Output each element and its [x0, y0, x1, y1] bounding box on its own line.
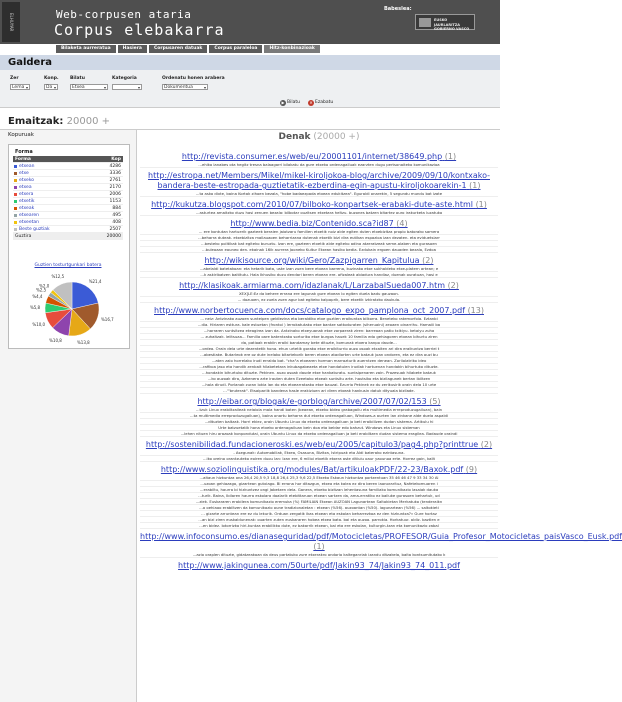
- bilatu-button[interactable]: [280, 100, 300, 106]
- bilatu-label: Bilatu: [70, 76, 85, 81]
- query-form: [0, 70, 500, 108]
- result-snippet: - Asegunak: Automobiliak, Etxea, Osasuna, Bizitza, Istripuak eta Aldi baterako ezintasuna.: [140, 450, 498, 456]
- nav-hasiera[interactable]: Hasiera: [118, 45, 147, 53]
- legend-swatch: [14, 179, 17, 182]
- total-label: Guztira: [15, 234, 32, 239]
- result-item: [140, 397, 498, 437]
- forma-name: etxetik: [19, 199, 35, 204]
- result-link[interactable]: http://wikisource.org/wiki/Gero/Zazpigarren_Kapitulua (2): [204, 256, 434, 265]
- result-item: [140, 152, 498, 168]
- result-snippet: ...ordea. Orain dela urte dezentetik hona. ehun urtetik gorako etxe eraikiturrio auzo osoak etxaiten ari dira eraikuntza berriei t: [140, 346, 498, 352]
- result-snippet: ...turik. Baina, Ibilaren haurra eskolara doalarik etebittaruan etxean sartzen da, ama-erratiko ez bailuke gurasoen behartuk, ud: [140, 493, 498, 499]
- result-snippet: ...dituzten baltzak. Horri ekiez, orain Ubuntu Linux da etxeko ordenagailuan ja beti eraiblilzen dudan sistema. Artikulu hi: [140, 419, 498, 425]
- forma-name: etxeak: [19, 206, 35, 211]
- forma-panel: [8, 144, 130, 349]
- forma-table: [13, 156, 123, 240]
- result-snippet: ...hondakin bihurtuko dituzte. Pekinen. auzo osoak daude etxe hankaturatu. suntsipenaren zain. Prozesuak hilabete batzuk: [140, 370, 498, 376]
- forma-table-header: [13, 156, 123, 163]
- konp-select[interactable]: Da ▾: [44, 84, 58, 90]
- forma-row[interactable]: [13, 191, 123, 198]
- result-snippet: ...abelaldi batetakoan: eta hetarik bata, uste izan zuen bere etxean barrena, kuzinako etxe sukhaldeko etxe-platern artean; e: [140, 266, 498, 272]
- sidebar: [0, 130, 137, 702]
- results-count: [0, 108, 500, 130]
- result-link[interactable]: http://kukutza.blogspot.com/2010/07/bilboko-konpartsek-erabaki-dute-aste.html (1): [151, 200, 487, 209]
- forma-name: etxeetan: [19, 220, 39, 225]
- result-snippet: Urte batzuetatik hona etxeko ordenagailuan bein doa eta beldar edo bahzut. Windows eta Linux sisteman: [140, 425, 498, 431]
- pie-slice-label: %13,8: [76, 339, 90, 345]
- result-link[interactable]: http://klasikoak.armiarma.com/idazlanak/L/LarzabalSueda007.htm (2): [179, 281, 459, 290]
- kopuruak-heading: Kopuruak: [8, 132, 34, 138]
- forma-count: 2006: [109, 192, 121, 197]
- result-item: [140, 306, 498, 394]
- pie-slice-label: %12,5: [51, 274, 65, 280]
- main-nav: [56, 45, 320, 53]
- result-snippet: ...lehen nituen hiru arazoak konpondutai, orain Ubuntu Linux da etxeko ordenagailuan ja beti erabiltzen dudan sistema eragilea. Badaude oraindi: [140, 431, 498, 437]
- result-snippet: ...o oehiaoo erabiltzen da komunikazio oune tradizionaletan : etxean (%56). auzoantan (%50). lagunartean (%56) ... saltokieti: [140, 505, 498, 511]
- legend-swatch: [14, 165, 17, 168]
- forma-count: 408: [112, 220, 121, 225]
- zer-label: Zer: [10, 76, 19, 81]
- forma-count: 3336: [109, 171, 121, 176]
- forma-row[interactable]: [13, 177, 123, 184]
- forma-count: 884: [112, 206, 121, 211]
- legend-swatch: [14, 200, 17, 203]
- bilatu-button-label: Bilatu: [287, 100, 300, 105]
- result-link[interactable]: http://www.bedia.biz/Contenido.sca?id87 (4): [230, 219, 408, 228]
- ordena-label: Ordenatu honen arabera: [162, 76, 225, 81]
- sponsor-logo[interactable]: [415, 14, 475, 30]
- forma-name: etxean: [19, 164, 35, 169]
- legend-swatch: [14, 186, 17, 189]
- result-link[interactable]: http://estropa.net/Members/Mikel/mikel-kiroljokoa-blog/archive/2009/09/10/kontxako-bandera-beste-estropada-guztietatik-ezberdina-egin-apustu-kiroljokoarekin-1 (1): [148, 171, 490, 190]
- forma-row[interactable]: [13, 226, 123, 233]
- pie-slice-label: %2,0: [39, 283, 50, 289]
- forma-name: etxera: [19, 192, 34, 197]
- result-item: [140, 200, 498, 216]
- result-snippet: ... gizarte arruntean ere ez du lekurik. Orduan zergatik ikas etxean eta eskolan beharrezkoa ez den hizkuntza?» Gure hortaz: [140, 511, 498, 517]
- result-snippet: ...buleoaan eouneo den. ekainak 16ik aurrera Jooneko Kultur Etxean hasiko bedia. Ezdukain ergoen dauaden bezala, Ezdoa: [140, 247, 498, 253]
- site-title: Web-corpusen ataria: [56, 8, 192, 21]
- pie-slice-label: %10,8: [49, 337, 62, 343]
- result-snippet: ...beharra duteak. etxebizitza mailauaoen beharrizana dutenak etxetik bizi dira eutikan espazioa izan dezaten. eta eviduetsiarr: [140, 235, 498, 241]
- sponsor-emblem-icon: [419, 18, 431, 27]
- forma-pie-chart: [13, 271, 131, 346]
- result-item: [140, 219, 498, 253]
- result-count: (13): [467, 306, 484, 315]
- result-count: (1): [475, 200, 487, 209]
- result-item: [140, 465, 498, 529]
- forma-count: 2507: [109, 227, 121, 232]
- result-snippet: ...aitaun hizkuntza ona 26,4 20,5 9,3 18,8 26,4 25,3 9,6 22,5 Etxeko Eskaun hizkuntza portzentuan 35 46 46 47 9 33 34 30 Al: [140, 475, 498, 481]
- forma-count: 495: [112, 213, 121, 218]
- result-item: [140, 561, 498, 571]
- denak-label: Denak: [278, 132, 311, 142]
- result-snippet: ...asturtea amaitzko duzu hasi zenuen bezala: bilbotar ouzitsen etxetara heltzu. buzones batzen bitartez ouro irakurketa luzatuko: [140, 210, 498, 216]
- result-link[interactable]: http://sostenibilidad.fundacioneroski.es/web/eu/2005/capitulo3/pag4.php?printtrue (2): [145, 440, 493, 449]
- result-count: (1): [313, 542, 325, 551]
- pie-slice-label: %16,7: [100, 316, 114, 322]
- result-item: [140, 281, 498, 303]
- result-snippet: ...en bidez. Iotorrizko hiri-kuntza erabilikko dute, ez bakarrik etxean, bai eta ere eskolan, kulturgin-tzan eta komunikazio zabal: [140, 523, 498, 529]
- ordena-select[interactable]: Dokumentua ▾: [162, 84, 208, 90]
- result-item: [140, 532, 622, 558]
- forma-row[interactable]: [13, 163, 123, 170]
- forma-name: etxeko: [19, 178, 35, 183]
- results-label: Emaitzak:: [8, 116, 64, 127]
- result-count: (2): [447, 281, 459, 290]
- result-snippet: ...k askiribatzen baititutu. Hala Ikhusiko duzu dendari beren etxean ere. ofizaleak abiadura handiaz, duenak ouratuan, hasi e: [140, 272, 498, 278]
- forma-count: 4286: [109, 164, 121, 169]
- result-snippet: ...azio oraplen dituzte, gidatzeakoan da deus partatuko zure etxerakro ondorio kalteganriak izandu ditzakela, baita kontsumitutako k: [140, 552, 498, 558]
- elhuyar-logo: ELHUYAR: [2, 2, 20, 42]
- pie-slice-label: %21,4: [88, 279, 102, 285]
- result-snippet: ...ta asko dixte, baina Kortak zihoen bezala, "hobe badaezpada etxean edukitzea". Eguraldi onarekin, 5 segundu mundu bat izate: [140, 191, 498, 197]
- forma-heading: Forma: [15, 149, 33, 155]
- result-link[interactable]: http://www.norbertocuenca.com/docs/catalogo_expo_pamplona_oct_2007.pdf (13): [154, 306, 484, 315]
- pie-slice-label: %10,0: [32, 321, 46, 327]
- result-snippet: ... ere kontutan hartuerik gazteek beraien jaiotzaru familien etxetik noiz alde egiten duten etxebizitza propio batorako samera: [140, 229, 498, 235]
- ezabatu-button[interactable]: [308, 100, 333, 106]
- result-snippet: ...'"bruterak". Etsaipariik bandena hasle erakiziuen ari diren etxeak hankusin datuk dityuala bizilade.: [140, 388, 498, 394]
- result-snippet: ...rafikoa jaso eta handik zenbait hilabetetara inkubagabeaeta etxe hondatuien irudiak hartuenan hondakin bihurtuko dituzte.: [140, 364, 498, 370]
- ezabatu-button-label: Ezabatu: [315, 100, 334, 105]
- legend-swatch: [14, 172, 17, 175]
- result-item: [140, 171, 498, 197]
- legend-swatch: [14, 221, 17, 224]
- sponsor-text: EUSKO JAURLARITZA GOBIERNO VASCO: [434, 18, 470, 31]
- denak-heading: [138, 132, 500, 142]
- forma-row[interactable]: [13, 198, 123, 205]
- result-snippet: ...harraren suntsitzea eteagirea izan da. Antzinako etxeyuanak etxe zorpaerak ziren: barreaan patio txikiyu. ketaiyu zuha: [140, 328, 498, 334]
- results-list: [140, 152, 622, 574]
- forma-name: etxearen: [19, 213, 39, 218]
- forma-name: etxe: [19, 171, 29, 176]
- pie-slice-label: %4,4: [32, 294, 43, 300]
- results-number: 20000 +: [66, 116, 110, 127]
- forma-row[interactable]: [13, 212, 123, 219]
- result-count: (4): [396, 219, 408, 228]
- result-link[interactable]: http://eibar.org/blogak/e-gorblog/archive/2007/07/02/153 (5): [197, 397, 441, 406]
- result-snippet: XEX]LE:Ez da behere errana ere lagunak gure etxean lo egiten duela badu gauzaon.: [140, 291, 498, 297]
- pie-title[interactable]: Guztien tosturtgunkari batera: [34, 263, 102, 268]
- result-snippet: ... zuhaitzak. leiitsuaa... Familia oare batentzako sorturiko etxe burgos hauek 10 familia edo gehiagoren etxean bihurtu ziren: [140, 334, 498, 340]
- pie-slice-label: %5,8: [29, 305, 41, 311]
- konp-label: Konp.: [44, 76, 59, 81]
- result-snippet: ...uzoan gehiazago, gizartean gutxiago. Bi errona hor ditazgun, etxea eta kalea ez dira beren iaonorarituz, Nafetekomuaren i: [140, 481, 498, 487]
- result-snippet: ...tzuk Linux erabiltzaileak neiaiola mala handi baten (beaean, etxeko bideo grabagailu eta multimedia erreproduzugailuan), bain: [140, 407, 498, 413]
- result-snippet: ...dia. Hiriaren esttura. kale estuetan (frontoi ) lerrokatutako etxe bantze sattoduraten (siheruaini) zeoaen oinarrihu. Hamaiii ba: [140, 322, 498, 328]
- forma-count: 1153: [109, 199, 121, 204]
- forma-total-row: [13, 233, 123, 240]
- legend-swatch: [14, 214, 17, 217]
- total-count: 20000: [106, 234, 121, 239]
- result-count: (9): [465, 465, 478, 474]
- forma-row[interactable]: [13, 184, 123, 191]
- result-snippet: ...abestiake. Butarleok ere oz dute inelako bitartekorik beren etxean atadiorten urte batzuk joan ondoren, eta ez dira ouzi bu: [140, 352, 498, 358]
- header: [0, 0, 500, 44]
- nav-bilaketa-aurreratua[interactable]: Bilaketa aurreratua: [56, 45, 116, 53]
- kategoria-label: Kategoria: [112, 76, 137, 81]
- forma-count: 2170: [109, 185, 121, 190]
- result-snippet: ...ehiko lanabes ota hegitz tresna balaagarri bilakatu da gure etxeko ordenagailuak ezarzten dugu pertsonaiteko komunikazioa: [140, 162, 498, 168]
- result-snippet: ...aten zaio horrelako irudi erraldo bat. "cha"a etxearen horman marrazturik auerntzen denean. Zoriiolatriko ideo: [140, 358, 498, 364]
- denak-count: (20000 +): [313, 132, 360, 142]
- result-snippet: da, patioak erakiin eraiki bandamay bete dituzte, komunak etxera kanpo daude...: [140, 340, 498, 346]
- forma-row[interactable]: [13, 205, 123, 212]
- result-snippet: ... dozuoen, ez zuela zuen agur bat egiteko kalpoprik, bere etxetik izkiratzko daukula.: [140, 297, 498, 303]
- result-link[interactable]: http://www.infoconsumo.es/dianaseguridad/pdf/Motocicletas/PROFESOR/Guia_Profesor_Motocicletas_paisVasco_Eusk.pdf (1): [140, 532, 622, 551]
- arrow-right-icon: ▶: [281, 100, 285, 105]
- result-item: [140, 256, 498, 278]
- result-count: (1): [469, 181, 481, 190]
- result-snippet: ...erabiltu, haurra bi hizkuntzez ongi Jabetzen dela. Ganera, etxeko bizitzan lehentasuna familiako komunikazio lasaiak dauka: [140, 487, 498, 493]
- result-item: [140, 440, 498, 462]
- result-count: (1): [444, 152, 457, 161]
- result-link[interactable]: http://revista.consumer.es/web/eu/20001101/internet/38649.php (1): [181, 152, 457, 161]
- col-kop: Kop: [111, 157, 121, 162]
- result-link[interactable]: http://www.jakingunea.com/50urte/pdf/Jakin93_74/Jakin93_74_011.pdf: [178, 561, 460, 570]
- result-link[interactable]: http://www.soziolinguistika.org/modules/Bat/artikuloakPDF/22-23/Baxok.pdf (9): [160, 465, 478, 474]
- search-input[interactable]: Etxea ▾: [70, 84, 108, 90]
- forma-row[interactable]: [13, 170, 123, 177]
- legend-swatch: [14, 207, 17, 210]
- forma-name: etxea: [19, 185, 32, 190]
- legend-swatch: [14, 228, 17, 231]
- query-heading: Galdera: [0, 55, 500, 70]
- result-snippet: ...besteko politikak bat egiteko buruztu. Izan ere, gazteen etxetik alde egiteko adina atzeratzeak seme-alaben eta gurasoen: [140, 241, 498, 247]
- result-snippet: ...ta multimedia erreproduzugailuan), baina onartu beharra dut etxeko ordenagailuan, Windows-a aurten lan zinkane alde duela aspaldi: [140, 413, 498, 419]
- delete-icon: ✕: [309, 100, 313, 105]
- result-count: (5): [429, 397, 441, 406]
- col-forma: Forma: [15, 157, 31, 162]
- nav-corpusaren-datuak[interactable]: Corpusaren datuak: [149, 45, 207, 53]
- result-count: (2): [480, 440, 493, 449]
- result-snippet: ...ko auzoak dira, Azkenera arte irauten duten Ezeetako etxeak suntsitu arte. hautsiko eta bizilagunek bertan ibiltzen: [140, 376, 498, 382]
- zer-select[interactable]: Lema ▾: [10, 84, 30, 90]
- nav-corpus-paraleloa[interactable]: Corpus paraleloa: [209, 45, 262, 53]
- result-count: (2): [422, 256, 434, 265]
- pie-slice-label: %2,5: [35, 287, 47, 293]
- legend-swatch: [14, 193, 17, 196]
- result-snippet: ...ziek. Euskararen erabilera komunikazio eremuka (%) FAMILIAN Etxean AUZOAN Lagunartean Saltokietan Merkatuko (tenderaikn: [140, 499, 498, 505]
- nav-hitz-konbinazioak[interactable]: Hitz-konbinazioak: [264, 45, 319, 53]
- result-snippet: ... neiz: Antzinako auzoen sunteipen geldiezina eta beraldiko etxe guztien eraikuntza bilkorra. Beneteko ratemorfoia. Eztanbi: [140, 316, 498, 322]
- result-snippet: ...an bizi ziren euskaldunenak: ouarten zuten euskararen hobea etxea bata. bai eta auzoa. parrokia. Horkatuur. aldiz. baztlen e: [140, 517, 498, 523]
- results-panel: [138, 130, 622, 702]
- kategoria-select[interactable]: [112, 84, 142, 90]
- result-snippet: ...hala dirudi. Porlanak zuran lokia lan do eta etxearratzako etxe bauzai. Ezurrio Pekinek ez du zerikusirik orain dela 10 urte: [140, 382, 498, 388]
- site-subtitle: Corpus elebakarra: [54, 21, 225, 39]
- forma-name: Beste guztiak: [19, 227, 50, 232]
- forma-count: 2761: [109, 178, 121, 183]
- result-snippet: ...iko oreino orantzuteko eoiren duou lan: Izan ere, 6 milioi etxetik etxera aste ditiuiu oaur yaounoa erte. Horrez gain, kalit: [140, 456, 498, 462]
- forma-row[interactable]: [13, 219, 123, 226]
- sponsor-label: Babeslea:: [384, 6, 412, 12]
